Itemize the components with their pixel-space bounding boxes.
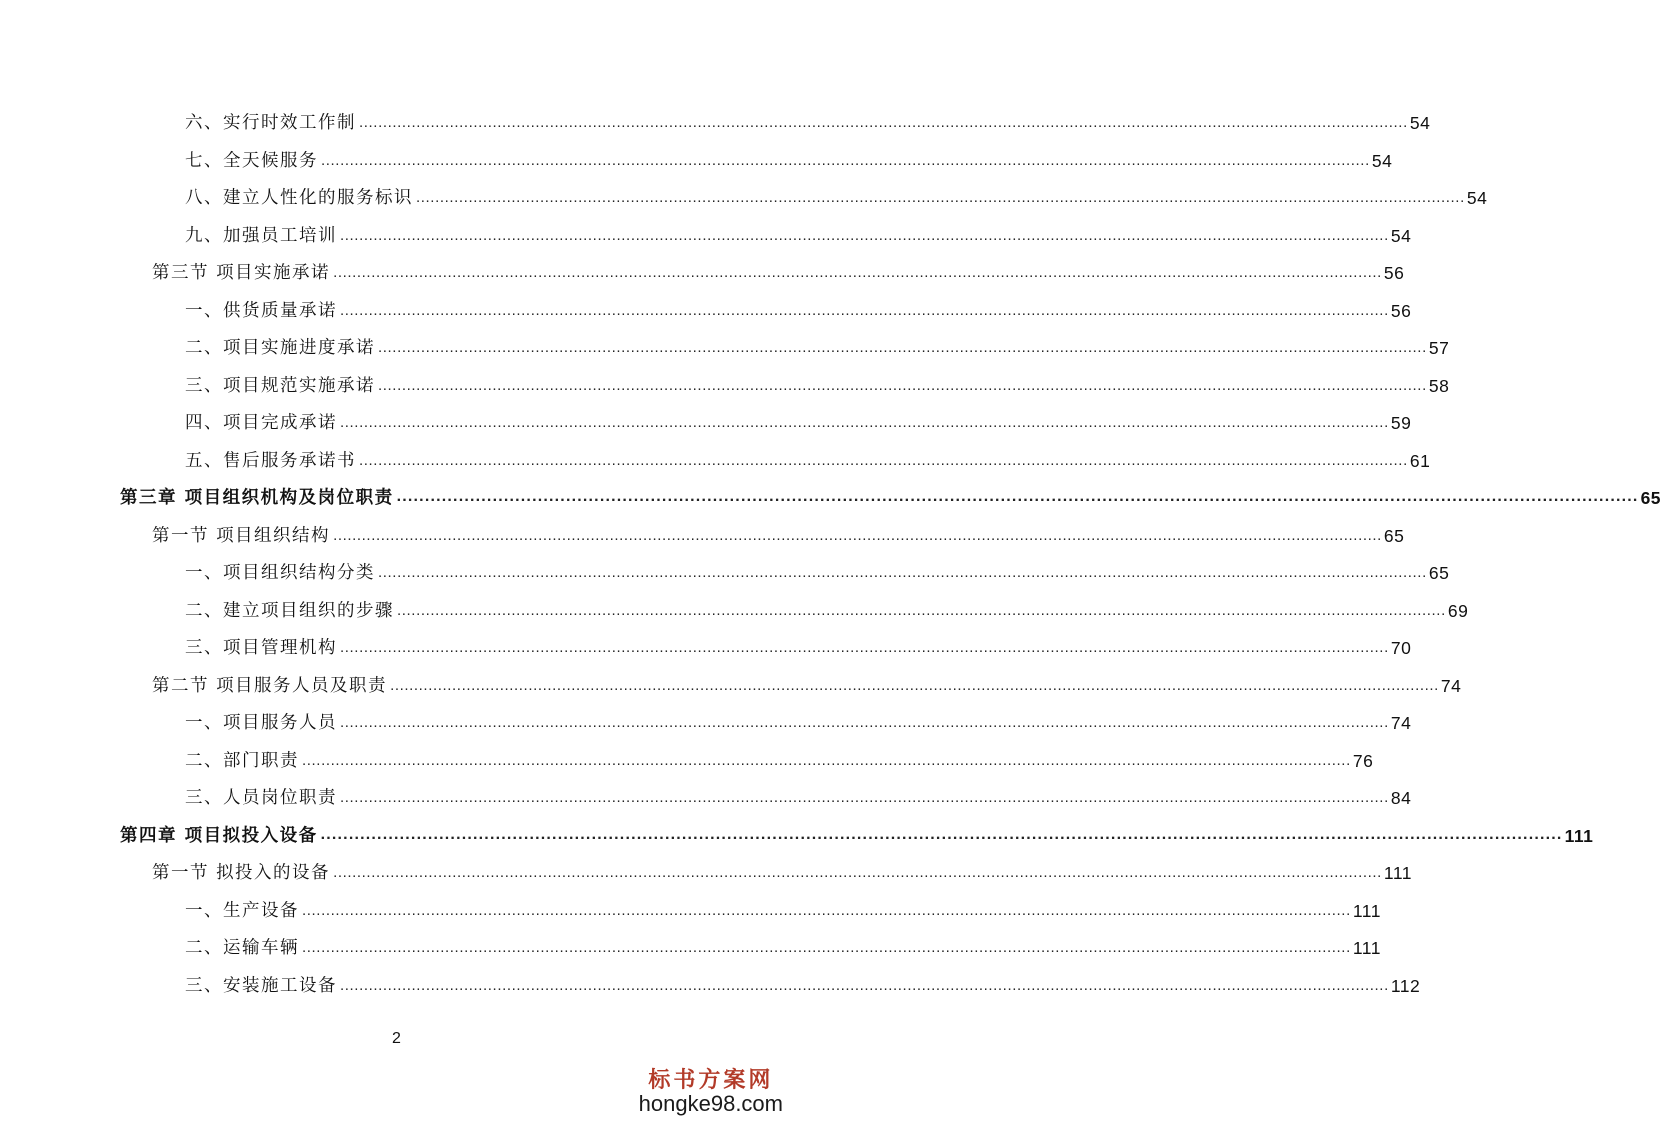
toc-item-row[interactable]: [185, 742, 1374, 772]
dot-leader: ............................................................................................................................................................................................................................: [397, 602, 1446, 619]
dot-leader: ............................................................................................................................................................................................................................: [359, 452, 1408, 469]
dot-leader: ............................................................................................................................................................................................................................: [378, 339, 1427, 356]
toc-page-number: 74: [1390, 713, 1412, 733]
watermark-logo: [639, 1068, 783, 1116]
dot-leader: ............................................................................................................................................................................................................................: [340, 789, 1389, 806]
toc-entry-title: 五、售后服务承诺书: [185, 451, 356, 471]
toc-entry-title: 二、部门职责: [185, 751, 299, 771]
dot-leader: ............................................................................................................................................................................................................................: [333, 527, 1382, 544]
dot-leader: ............................................................................................................................................................................................................................: [333, 864, 1382, 881]
dot-leader: ............................................................................................................................................................................................................................: [320, 826, 1563, 843]
page-number: 2: [392, 1030, 401, 1047]
toc-page-number: 111: [1564, 826, 1594, 846]
toc-entry-title: 二、建立项目组织的步骤: [185, 601, 394, 621]
toc-page-number: 54: [1466, 188, 1488, 208]
toc-entry-title: 第三节 项目实施承诺: [152, 263, 331, 283]
toc-entry-title: 三、人员岗位职责: [185, 788, 337, 808]
toc-entry-title: 一、供货质量承诺: [185, 301, 337, 321]
toc-chapter-row[interactable]: [120, 817, 1594, 847]
toc-chapter-row[interactable]: [120, 479, 1661, 509]
dot-leader: ............................................................................................................................................................................................................................: [302, 752, 1351, 769]
toc-item-row[interactable]: [185, 592, 1469, 622]
toc-page-number: 70: [1390, 638, 1412, 658]
toc-entry-title: 七、全天候服务: [185, 151, 318, 171]
toc-item-row[interactable]: [185, 442, 1431, 472]
toc-page-number: 111: [1352, 901, 1381, 921]
toc-section-row[interactable]: [152, 854, 1413, 884]
dot-leader: ............................................................................................................................................................................................................................: [390, 677, 1439, 694]
toc-item-row[interactable]: [185, 292, 1412, 322]
watermark-title: 标书方案网: [648, 1066, 774, 1093]
dot-leader: ............................................................................................................................................................................................................................: [340, 977, 1389, 994]
dot-leader: ............................................................................................................................................................................................................................: [378, 564, 1427, 581]
toc-page-number: 84: [1390, 788, 1412, 808]
toc-entry-title: 三、项目规范实施承诺: [185, 376, 375, 396]
dot-leader: ............................................................................................................................................................................................................................: [416, 189, 1465, 206]
toc-page-number: 65: [1383, 526, 1405, 546]
dot-leader: ............................................................................................................................................................................................................................: [340, 414, 1389, 431]
toc-page-number: 76: [1352, 751, 1374, 771]
toc-entry-title: 第一节 拟投入的设备: [152, 863, 331, 883]
toc-item-row[interactable]: [185, 629, 1412, 659]
toc-page-number: 112: [1390, 976, 1421, 996]
toc-item-row[interactable]: [185, 104, 1431, 134]
toc-entry-title: 三、项目管理机构: [185, 638, 337, 658]
toc-item-row[interactable]: [185, 142, 1393, 172]
toc-page-number: 65: [1640, 488, 1661, 508]
toc-entry-title: 一、生产设备: [185, 901, 299, 921]
toc-page-number: 54: [1390, 226, 1412, 246]
toc-entry-title: 九、加强员工培训: [185, 226, 337, 246]
toc-page-number: 65: [1428, 563, 1450, 583]
toc-item-row[interactable]: [185, 704, 1412, 734]
toc-page-number: 69: [1447, 601, 1469, 621]
dot-leader: ............................................................................................................................................................................................................................: [302, 939, 1351, 956]
dot-leader: ............................................................................................................................................................................................................................: [340, 227, 1389, 244]
toc-section-row[interactable]: [152, 254, 1405, 284]
toc-page-number: 57: [1428, 338, 1450, 358]
toc-page-number: 58: [1428, 376, 1450, 396]
toc-entry-title: 二、项目实施进度承诺: [185, 338, 375, 358]
toc-page-number: 111: [1383, 863, 1413, 883]
toc-item-row[interactable]: [185, 179, 1488, 209]
toc-page-number: 54: [1409, 113, 1431, 133]
toc-item-row[interactable]: [185, 329, 1450, 359]
toc-page-number: 111: [1352, 938, 1381, 958]
toc-page-number: 59: [1390, 413, 1412, 433]
toc-page-number: 56: [1383, 263, 1405, 283]
toc-section-row[interactable]: [152, 517, 1405, 547]
toc-page-number: 56: [1390, 301, 1412, 321]
toc-entry-title: 第一节 项目组织结构: [152, 526, 331, 546]
dot-leader: ............................................................................................................................................................................................................................: [321, 152, 1370, 169]
toc-page-number: 54: [1371, 151, 1393, 171]
toc-entry-title: 四、项目完成承诺: [185, 413, 337, 433]
toc-item-row[interactable]: [185, 929, 1381, 959]
toc-item-row[interactable]: [185, 217, 1412, 247]
dot-leader: ............................................................................................................................................................................................................................: [378, 377, 1427, 394]
toc-item-row[interactable]: [185, 892, 1381, 922]
dot-leader: ............................................................................................................................................................................................................................: [340, 714, 1389, 731]
toc-item-row[interactable]: [185, 404, 1412, 434]
dot-leader: ............................................................................................................................................................................................................................: [302, 902, 1351, 919]
toc-entry-title: 三、安装施工设备: [185, 976, 337, 996]
toc-entry-title: 第三章 项目组织机构及岗位职责: [120, 488, 394, 508]
toc-item-row[interactable]: [185, 554, 1450, 584]
toc-section-row[interactable]: [152, 667, 1462, 697]
toc-entry-title: 第四章 项目拟投入设备: [120, 826, 318, 846]
dot-leader: ............................................................................................................................................................................................................................: [340, 639, 1389, 656]
toc-page-number: 74: [1440, 676, 1462, 696]
dot-leader: ............................................................................................................................................................................................................................: [396, 488, 1639, 505]
dot-leader: ............................................................................................................................................................................................................................: [340, 302, 1389, 319]
toc-entry-title: 八、建立人性化的服务标识: [185, 188, 413, 208]
toc-item-row[interactable]: [185, 367, 1450, 397]
watermark-url: hongke98.com: [638, 1090, 783, 1116]
toc-entry-title: 二、运输车辆: [185, 938, 299, 958]
toc-entry-title: 第二节 项目服务人员及职责: [152, 676, 388, 696]
toc-item-row[interactable]: [185, 779, 1412, 809]
dot-leader: ............................................................................................................................................................................................................................: [359, 114, 1408, 131]
toc-entry-title: 六、实行时效工作制: [185, 113, 356, 133]
toc-entry-title: 一、项目组织结构分类: [185, 563, 375, 583]
dot-leader: ............................................................................................................................................................................................................................: [333, 264, 1382, 281]
toc-page-number: 61: [1409, 451, 1431, 471]
toc-item-row[interactable]: [185, 967, 1421, 997]
toc-entry-title: 一、项目服务人员: [185, 713, 337, 733]
